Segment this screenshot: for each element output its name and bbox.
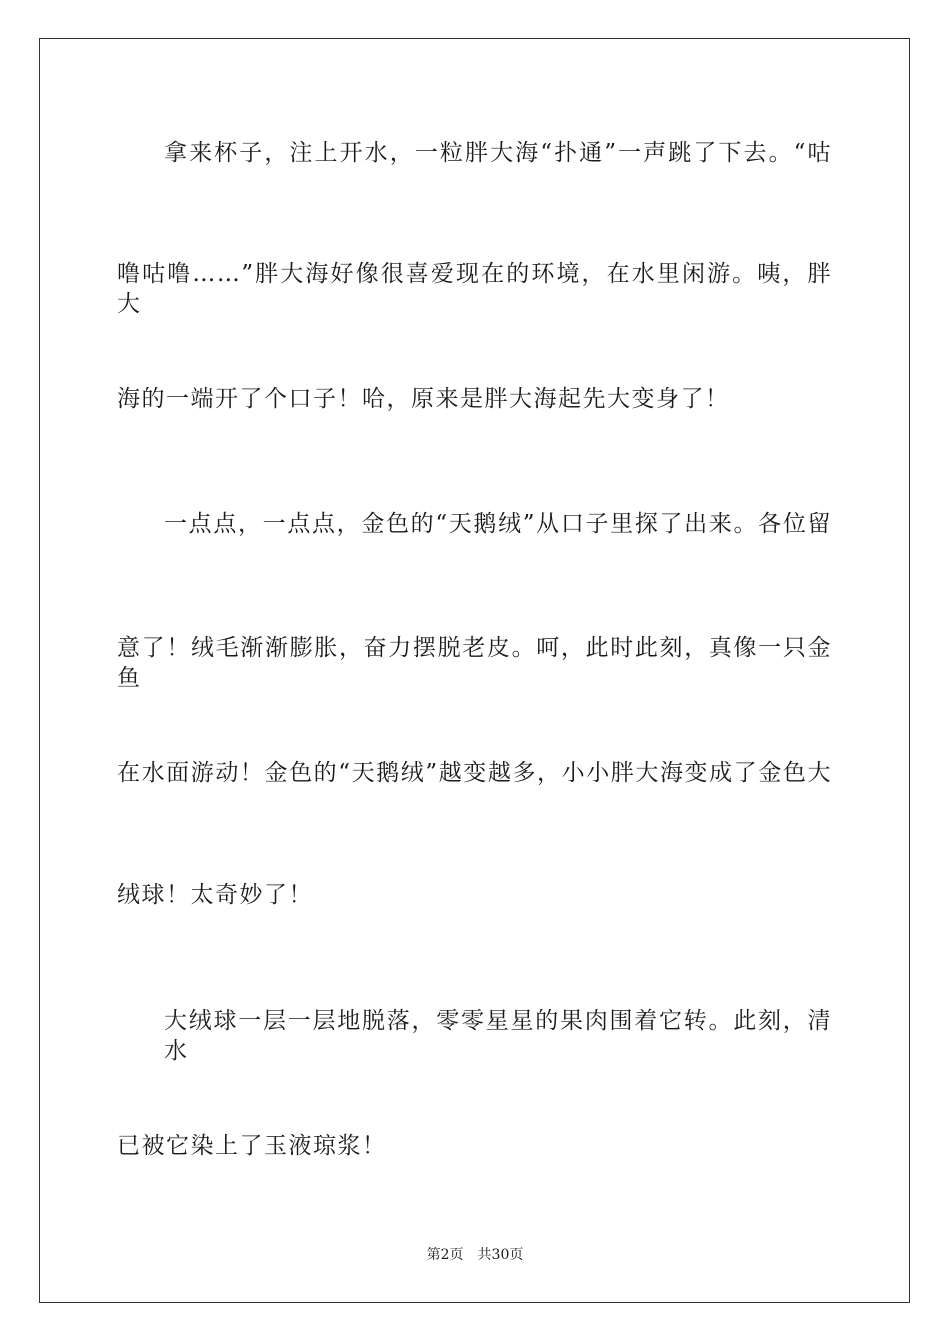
paragraph-2-line-4: 绒球！太奇妙了！ [117,882,313,908]
paragraph-2-line-1: 一点点，一点点，金色的“天鹅绒”从口子里探了出来。各位留 [164,511,832,537]
page-footer [0,1246,950,1264]
paragraph-1-line-3: 海的一端开了个口子！哈，原来是胖大海起先大变身了！ [117,386,730,412]
total-pages: 共30页 [477,1247,524,1263]
paragraph-2-line-2: 意了！绒毛渐渐膨胀，奋力摆脱老皮。呵，此时此刻，真像一只金鱼 [117,635,832,691]
paragraph-2-line-3: 在水面游动！金色的“天鹅绒”越变越多，小小胖大海变成了金色大 [117,760,832,786]
paragraph-1-line-1: 拿来杯子，注上开水，一粒胖大海“扑通”一声跳了下去。“咕 [164,140,832,166]
page-number: 第2页 [426,1247,464,1263]
paragraph-3-line-1: 大绒球一层一层地脱落，零零星星的果肉围着它转。此刻，清水 [164,1008,832,1064]
paragraph-3-line-2: 已被它染上了玉液琼浆！ [117,1133,387,1159]
paragraph-1-line-2: 噜咕噜……”胖大海好像很喜爱现在的环境，在水里闲游。咦，胖大 [117,261,832,317]
